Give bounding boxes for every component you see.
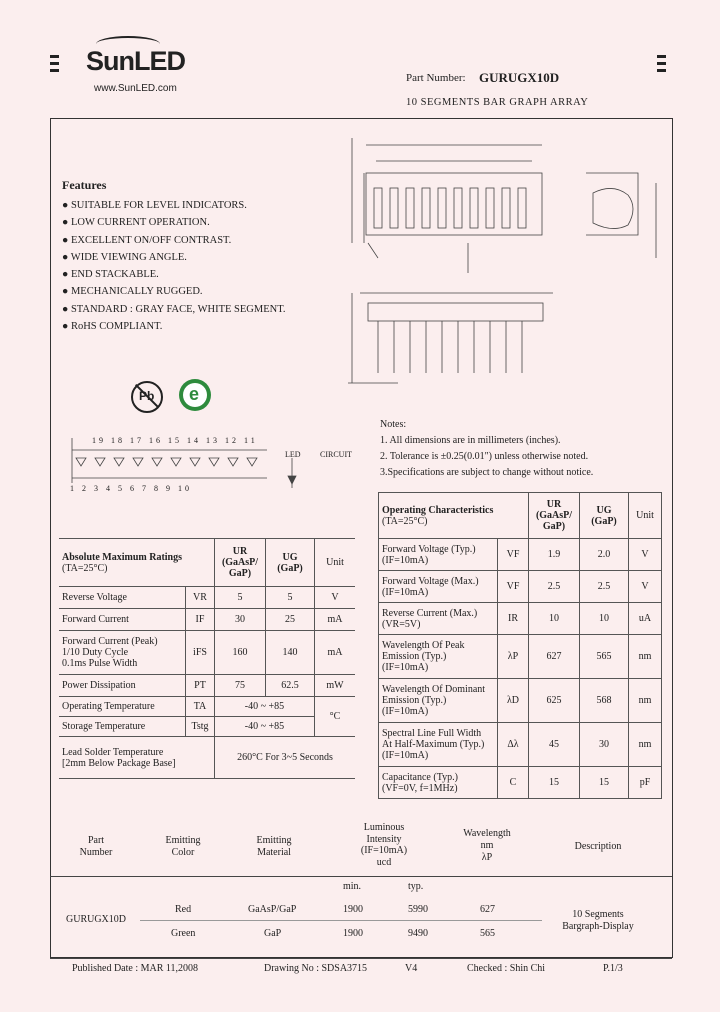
- features-title: Features: [62, 178, 107, 192]
- sel-typ-label: typ.: [408, 881, 424, 892]
- features-list: [62, 197, 285, 335]
- sel-row-min: 1900: [343, 928, 363, 939]
- table-row: Storage Temperature Tstg -40 ~ +85: [59, 717, 355, 737]
- part-number: GURUGX10D: [479, 70, 560, 85]
- sunled-logo: SunLED: [86, 46, 185, 76]
- sel-header-color: Emitting Color: [165, 835, 201, 858]
- sel-row-color: Red: [175, 904, 192, 915]
- sel-row-typ: 5990: [408, 904, 428, 915]
- table-row: Wavelength Of Dominant Emission (Typ.) (IF=10mA) λD 625 568 nm: [379, 679, 662, 723]
- package-dimension-drawing: [338, 133, 668, 393]
- table-row: Forward Voltage (Max.) (IF=10mA) VF 2.5 2.5 V: [379, 571, 662, 603]
- table-row: Capacitance (Typ.) (VF=0V, f=1MHz) C 15 15 pF: [379, 767, 662, 799]
- table-row: Forward Voltage (Typ.) (IF=10mA) VF 1.9 2.0 V: [379, 539, 662, 571]
- sel-description: 10 Segments Bargraph-Display: [562, 909, 634, 932]
- sel-row-material: GaAsP/GaP: [248, 904, 297, 915]
- pb-free-icon: Pb: [131, 381, 163, 413]
- table-header-row: Operating Characteristics (TA=25°C) UR (GaAsP/ GaP) UG (GaP) Unit: [379, 493, 662, 539]
- notes-title: Notes:: [380, 419, 407, 430]
- product-subtitle: 10 SEGMENTS BAR GRAPH ARRAY: [406, 97, 589, 108]
- sel-part-number: GURUGX10D: [66, 914, 126, 925]
- feature-item: ● RoHS COMPLIANT.: [62, 321, 163, 333]
- operating-characteristics-table: [378, 492, 662, 799]
- table-row: Power Dissipation PT 75 62.5 mW: [59, 675, 355, 697]
- circuit-legend-text: CIRCUIT: [320, 450, 352, 459]
- note-item: 1. All dimensions are in millimeters (inches).: [380, 435, 561, 446]
- feature-item: ● STANDARD : GRAY FACE, WHITE SEGMENT.: [62, 303, 286, 315]
- sel-row-typ: 9490: [408, 928, 428, 939]
- footer-divider: [50, 958, 672, 959]
- feature-item: ● EXCELLENT ON/OFF CONTRAST.: [62, 234, 232, 246]
- sel-header-material: Emitting Material: [256, 835, 292, 858]
- circuit-pins-bottom: 1 2 3 4 5 6 7 8 9 10: [70, 484, 192, 493]
- drawing-number: Drawing No : SDSA3715: [264, 963, 368, 974]
- part-number-label: Part Number:: [406, 72, 466, 84]
- sel-row-color: Green: [171, 928, 196, 939]
- sel-header-part: Part Number: [79, 835, 113, 858]
- header-bars-right: [657, 55, 666, 76]
- sel-row-wavelength: 565: [480, 928, 495, 939]
- sel-row-min: 1900: [343, 904, 363, 915]
- table-header-row: Absolute Maximum Ratings (TA=25°C) UR (GaAsP/ GaP) UG (GaP) Unit: [59, 539, 355, 587]
- sel-row-wavelength: 627: [480, 904, 495, 915]
- table-row: Forward Current (Peak) 1/10 Duty Cycle 0.1ms Pulse Width iFS 160 140 mA: [59, 631, 355, 675]
- header-bars-left: [50, 55, 59, 76]
- table-row: Reverse Voltage VR 5 5 V: [59, 587, 355, 609]
- absolute-max-ratings-table: [59, 538, 355, 779]
- table-row: Spectral Line Full Width At Half-Maximum (Typ.) (IF=10mA) Δλ 45 30 nm: [379, 723, 662, 767]
- note-item: 3.Specifications are subject to change without notice.: [380, 467, 594, 478]
- rohs-eco-icon: e: [179, 379, 211, 411]
- logo-sun-arc: [96, 36, 160, 52]
- page-number: P.1/3: [603, 963, 623, 974]
- feature-item: ● END STACKABLE.: [62, 269, 159, 281]
- circuit-legend-led: LED: [285, 450, 301, 459]
- table-row: Wavelength Of Peak Emission (Typ.) (IF=10mA) λP 627 565 nm: [379, 635, 662, 679]
- sel-row-divider: [140, 920, 542, 921]
- feature-item: ● LOW CURRENT OPERATION.: [62, 217, 210, 229]
- sel-divider: [50, 876, 672, 877]
- notes-block: [380, 417, 593, 481]
- feature-item: ● MECHANICALLY RUGGED.: [62, 286, 203, 298]
- published-date: Published Date : MAR 11,2008: [72, 963, 199, 974]
- website-url: www.SunLED.com: [94, 83, 177, 94]
- table-row: Operating Temperature TA -40 ~ +85 °C: [59, 697, 355, 717]
- circuit-pins-top: 19 18 17 16 15 14 13 12 11: [92, 436, 258, 445]
- checked-by: Checked : Shin Chi: [467, 963, 546, 974]
- sel-header-description: Description: [574, 841, 622, 852]
- note-item: 2. Tolerance is ±0.25(0.01") unless otherwise noted.: [380, 451, 589, 462]
- table-row: Forward Current IF 30 25 mA: [59, 609, 355, 631]
- sel-header-wavelength: Wavelength nm λP: [463, 828, 511, 863]
- sel-row-material: GaP: [264, 928, 282, 939]
- table-row: Lead Solder Temperature [2mm Below Package Base] 260°C For 3~5 Seconds: [59, 737, 355, 779]
- version: V4: [405, 963, 418, 974]
- sel-header-intensity: Luminous Intensity (IF=10mA) ucd: [360, 822, 408, 868]
- sel-min-label: min.: [343, 881, 362, 892]
- feature-item: ● SUITABLE FOR LEVEL INDICATORS.: [62, 200, 247, 211]
- feature-item: ● WIDE VIEWING ANGLE.: [62, 251, 187, 263]
- table-row: Reverse Current (Max.) (VR=5V) IR 10 10 uA: [379, 603, 662, 635]
